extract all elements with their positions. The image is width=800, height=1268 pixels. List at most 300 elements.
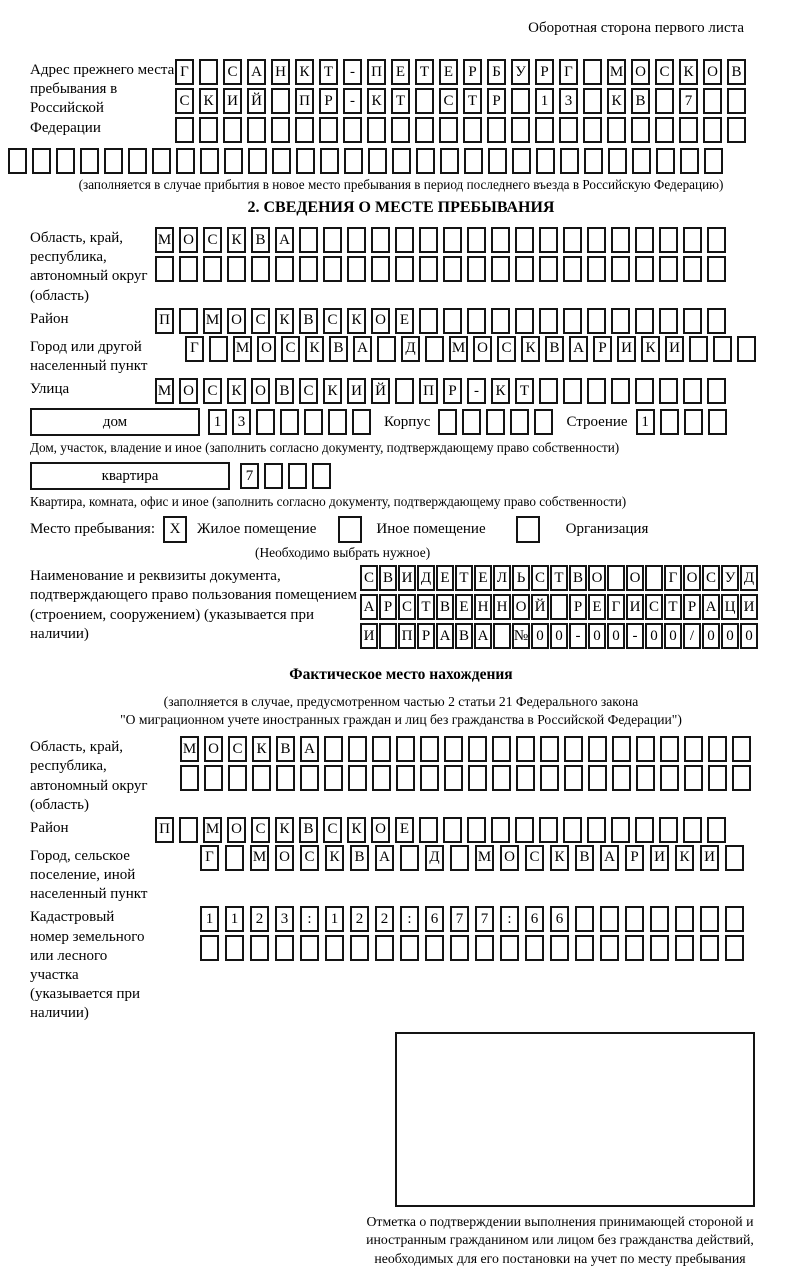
- char-box[interactable]: [540, 736, 559, 762]
- char-box[interactable]: [583, 88, 602, 114]
- char-box[interactable]: О: [227, 308, 246, 334]
- char-box[interactable]: [300, 935, 319, 961]
- char-box[interactable]: Т: [550, 565, 568, 591]
- char-box[interactable]: [152, 148, 171, 174]
- char-box[interactable]: [347, 256, 366, 282]
- char-box[interactable]: Е: [439, 59, 458, 85]
- char-box[interactable]: [379, 623, 397, 649]
- char-box[interactable]: [155, 256, 174, 282]
- char-box[interactable]: [271, 88, 290, 114]
- char-box[interactable]: К: [275, 308, 294, 334]
- char-box[interactable]: П: [295, 88, 314, 114]
- char-box[interactable]: М: [475, 845, 494, 871]
- char-box[interactable]: С: [299, 378, 318, 404]
- char-box[interactable]: -: [569, 623, 587, 649]
- char-box[interactable]: [683, 256, 702, 282]
- char-box[interactable]: В: [275, 378, 294, 404]
- char-box[interactable]: Т: [515, 378, 534, 404]
- char-box[interactable]: Г: [200, 845, 219, 871]
- char-box[interactable]: [228, 765, 247, 791]
- char-box[interactable]: [372, 736, 391, 762]
- char-box[interactable]: [583, 59, 602, 85]
- char-box[interactable]: О: [275, 845, 294, 871]
- char-box[interactable]: [225, 845, 244, 871]
- char-box[interactable]: Й: [531, 594, 549, 620]
- char-box[interactable]: 0: [702, 623, 720, 649]
- char-box[interactable]: Р: [463, 59, 482, 85]
- char-box[interactable]: Т: [664, 594, 682, 620]
- char-box[interactable]: [539, 308, 558, 334]
- char-box[interactable]: А: [600, 845, 619, 871]
- char-box[interactable]: [8, 148, 27, 174]
- char-box[interactable]: [491, 817, 510, 843]
- char-box[interactable]: О: [626, 565, 644, 591]
- char-box[interactable]: Д: [417, 565, 435, 591]
- char-box[interactable]: И: [700, 845, 719, 871]
- char-box[interactable]: В: [379, 565, 397, 591]
- char-box[interactable]: [467, 256, 486, 282]
- char-box[interactable]: [371, 227, 390, 253]
- char-box[interactable]: Д: [425, 845, 444, 871]
- char-box[interactable]: [587, 227, 606, 253]
- char-box[interactable]: [535, 117, 554, 143]
- char-box[interactable]: [377, 336, 396, 362]
- char-box[interactable]: [325, 935, 344, 961]
- char-box[interactable]: [176, 148, 195, 174]
- char-box[interactable]: 0: [645, 623, 663, 649]
- char-box[interactable]: [475, 935, 494, 961]
- char-box[interactable]: О: [371, 308, 390, 334]
- char-box[interactable]: 0: [721, 623, 739, 649]
- char-box[interactable]: Р: [319, 88, 338, 114]
- char-box[interactable]: И: [223, 88, 242, 114]
- char-box[interactable]: 7: [679, 88, 698, 114]
- char-box[interactable]: [323, 256, 342, 282]
- char-box[interactable]: [708, 765, 727, 791]
- char-box[interactable]: И: [650, 845, 669, 871]
- char-box[interactable]: [536, 148, 555, 174]
- char-box[interactable]: И: [617, 336, 636, 362]
- char-box[interactable]: [375, 935, 394, 961]
- char-box[interactable]: [299, 256, 318, 282]
- char-box[interactable]: [350, 935, 369, 961]
- char-box[interactable]: М: [233, 336, 252, 362]
- char-box[interactable]: [587, 817, 606, 843]
- char-box[interactable]: [511, 117, 530, 143]
- char-box[interactable]: [251, 256, 270, 282]
- char-box[interactable]: [324, 736, 343, 762]
- char-box[interactable]: [683, 378, 702, 404]
- char-box[interactable]: [104, 148, 123, 174]
- char-box[interactable]: [707, 378, 726, 404]
- char-box[interactable]: К: [607, 88, 626, 114]
- char-box[interactable]: [323, 227, 342, 253]
- char-box[interactable]: А: [474, 623, 492, 649]
- char-box[interactable]: О: [251, 378, 270, 404]
- char-box[interactable]: О: [500, 845, 519, 871]
- char-box[interactable]: Е: [474, 565, 492, 591]
- char-box[interactable]: [247, 117, 266, 143]
- char-box[interactable]: [707, 256, 726, 282]
- char-box[interactable]: [467, 817, 486, 843]
- char-box[interactable]: [275, 256, 294, 282]
- char-box[interactable]: В: [299, 308, 318, 334]
- char-box[interactable]: [725, 935, 744, 961]
- char-box[interactable]: В: [350, 845, 369, 871]
- char-box[interactable]: [655, 117, 674, 143]
- char-box[interactable]: [367, 117, 386, 143]
- char-box[interactable]: [587, 378, 606, 404]
- char-box[interactable]: [492, 736, 511, 762]
- char-box[interactable]: [635, 308, 654, 334]
- char-box[interactable]: М: [203, 817, 222, 843]
- char-box[interactable]: [56, 148, 75, 174]
- char-box[interactable]: [707, 308, 726, 334]
- char-box[interactable]: Р: [535, 59, 554, 85]
- char-box[interactable]: И: [398, 565, 416, 591]
- char-box[interactable]: [600, 935, 619, 961]
- char-box[interactable]: [395, 378, 414, 404]
- char-box[interactable]: 0: [740, 623, 758, 649]
- char-box[interactable]: [199, 117, 218, 143]
- char-box[interactable]: В: [436, 594, 454, 620]
- char-box[interactable]: [635, 227, 654, 253]
- char-box[interactable]: А: [702, 594, 720, 620]
- char-box[interactable]: О: [631, 59, 650, 85]
- char-box[interactable]: А: [353, 336, 372, 362]
- char-box[interactable]: 0: [588, 623, 606, 649]
- char-box[interactable]: [607, 565, 625, 591]
- char-box[interactable]: -: [626, 623, 644, 649]
- char-box[interactable]: [352, 409, 371, 435]
- char-box[interactable]: К: [679, 59, 698, 85]
- char-box[interactable]: А: [360, 594, 378, 620]
- char-box[interactable]: К: [550, 845, 569, 871]
- char-box[interactable]: [607, 117, 626, 143]
- char-box[interactable]: [344, 148, 363, 174]
- char-box[interactable]: [539, 227, 558, 253]
- char-box[interactable]: А: [436, 623, 454, 649]
- char-box[interactable]: [583, 117, 602, 143]
- char-box[interactable]: С: [223, 59, 242, 85]
- char-box[interactable]: М: [449, 336, 468, 362]
- char-box[interactable]: [725, 845, 744, 871]
- char-box[interactable]: [443, 256, 462, 282]
- char-box[interactable]: Р: [417, 623, 435, 649]
- char-box[interactable]: С: [702, 565, 720, 591]
- char-box[interactable]: 0: [664, 623, 682, 649]
- char-box[interactable]: [737, 336, 756, 362]
- char-box[interactable]: [396, 765, 415, 791]
- char-box[interactable]: М: [155, 378, 174, 404]
- char-box[interactable]: [540, 765, 559, 791]
- char-box[interactable]: [179, 256, 198, 282]
- char-box[interactable]: [391, 117, 410, 143]
- char-box[interactable]: [636, 736, 655, 762]
- char-box[interactable]: Й: [371, 378, 390, 404]
- char-box[interactable]: [80, 148, 99, 174]
- char-box[interactable]: М: [180, 736, 199, 762]
- char-box[interactable]: К: [521, 336, 540, 362]
- char-box[interactable]: [343, 117, 362, 143]
- char-box[interactable]: [492, 765, 511, 791]
- char-box[interactable]: [450, 845, 469, 871]
- char-box[interactable]: Й: [247, 88, 266, 114]
- char-box[interactable]: [203, 256, 222, 282]
- char-box[interactable]: [635, 378, 654, 404]
- char-box[interactable]: [296, 148, 315, 174]
- char-box[interactable]: [299, 227, 318, 253]
- char-box[interactable]: [708, 736, 727, 762]
- char-box[interactable]: [319, 117, 338, 143]
- char-box[interactable]: [680, 148, 699, 174]
- char-box[interactable]: К: [252, 736, 271, 762]
- char-box[interactable]: Р: [683, 594, 701, 620]
- char-box[interactable]: [440, 148, 459, 174]
- char-box[interactable]: [488, 148, 507, 174]
- char-box[interactable]: [679, 117, 698, 143]
- char-box[interactable]: М: [607, 59, 626, 85]
- char-box[interactable]: [632, 148, 651, 174]
- char-box[interactable]: [584, 148, 603, 174]
- char-box[interactable]: К: [305, 336, 324, 362]
- char-box[interactable]: [600, 906, 619, 932]
- char-box[interactable]: 1: [636, 409, 655, 435]
- char-box[interactable]: [675, 906, 694, 932]
- char-box[interactable]: Е: [588, 594, 606, 620]
- char-box[interactable]: [491, 308, 510, 334]
- char-box[interactable]: :: [500, 906, 519, 932]
- char-box[interactable]: [525, 935, 544, 961]
- char-box[interactable]: О: [683, 565, 701, 591]
- char-box[interactable]: -: [467, 378, 486, 404]
- char-box[interactable]: Р: [625, 845, 644, 871]
- char-box[interactable]: М: [250, 845, 269, 871]
- char-box[interactable]: -: [343, 59, 362, 85]
- char-box[interactable]: С: [175, 88, 194, 114]
- char-box[interactable]: [415, 117, 434, 143]
- char-box[interactable]: [415, 88, 434, 114]
- char-box[interactable]: [612, 765, 631, 791]
- char-box[interactable]: [516, 736, 535, 762]
- char-box[interactable]: В: [276, 736, 295, 762]
- char-box[interactable]: [684, 736, 703, 762]
- char-box[interactable]: [703, 88, 722, 114]
- char-box[interactable]: [550, 594, 568, 620]
- char-box[interactable]: О: [204, 736, 223, 762]
- char-box[interactable]: [660, 409, 679, 435]
- char-box[interactable]: Д: [401, 336, 420, 362]
- char-box[interactable]: [225, 935, 244, 961]
- char-box[interactable]: [304, 409, 323, 435]
- char-box[interactable]: О: [703, 59, 722, 85]
- char-box[interactable]: А: [300, 736, 319, 762]
- char-box[interactable]: [425, 336, 444, 362]
- char-box[interactable]: [636, 765, 655, 791]
- char-box[interactable]: С: [203, 378, 222, 404]
- char-box[interactable]: [683, 817, 702, 843]
- char-box[interactable]: [516, 765, 535, 791]
- char-box[interactable]: [223, 117, 242, 143]
- char-box[interactable]: П: [398, 623, 416, 649]
- char-box[interactable]: 1: [208, 409, 227, 435]
- char-box[interactable]: Т: [463, 88, 482, 114]
- char-box[interactable]: [650, 906, 669, 932]
- char-box[interactable]: 6: [525, 906, 544, 932]
- char-box[interactable]: С: [439, 88, 458, 114]
- char-box[interactable]: :: [300, 906, 319, 932]
- char-box[interactable]: [467, 227, 486, 253]
- char-box[interactable]: [659, 817, 678, 843]
- char-box[interactable]: Н: [271, 59, 290, 85]
- char-box[interactable]: [467, 308, 486, 334]
- char-box[interactable]: [275, 935, 294, 961]
- char-box[interactable]: [625, 935, 644, 961]
- char-box[interactable]: Е: [455, 594, 473, 620]
- char-box[interactable]: [683, 227, 702, 253]
- char-box[interactable]: [199, 59, 218, 85]
- char-box[interactable]: Т: [415, 59, 434, 85]
- char-box[interactable]: С: [398, 594, 416, 620]
- char-box[interactable]: 6: [425, 906, 444, 932]
- char-box[interactable]: [560, 148, 579, 174]
- char-box[interactable]: С: [251, 817, 270, 843]
- stay-type-checkbox-residential[interactable]: X: [163, 516, 187, 543]
- char-box[interactable]: [280, 409, 299, 435]
- char-box[interactable]: 6: [550, 906, 569, 932]
- char-box[interactable]: [611, 817, 630, 843]
- char-box[interactable]: [684, 765, 703, 791]
- char-box[interactable]: М: [203, 308, 222, 334]
- char-box[interactable]: [563, 308, 582, 334]
- char-box[interactable]: Г: [559, 59, 578, 85]
- char-box[interactable]: [659, 308, 678, 334]
- char-box[interactable]: К: [295, 59, 314, 85]
- char-box[interactable]: [611, 256, 630, 282]
- char-box[interactable]: [563, 227, 582, 253]
- stay-type-checkbox-organization[interactable]: [516, 516, 540, 543]
- char-box[interactable]: 2: [375, 906, 394, 932]
- char-box[interactable]: И: [360, 623, 378, 649]
- char-box[interactable]: В: [329, 336, 348, 362]
- char-box[interactable]: [707, 817, 726, 843]
- char-box[interactable]: [320, 148, 339, 174]
- char-box[interactable]: В: [727, 59, 746, 85]
- char-box[interactable]: [396, 736, 415, 762]
- char-box[interactable]: [534, 409, 553, 435]
- char-box[interactable]: П: [419, 378, 438, 404]
- char-box[interactable]: [348, 736, 367, 762]
- char-box[interactable]: [500, 935, 519, 961]
- char-box[interactable]: С: [497, 336, 516, 362]
- char-box[interactable]: [179, 308, 198, 334]
- char-box[interactable]: И: [740, 594, 758, 620]
- char-box[interactable]: Д: [740, 565, 758, 591]
- char-box[interactable]: 2: [250, 906, 269, 932]
- char-box[interactable]: [493, 623, 511, 649]
- char-box[interactable]: 2: [350, 906, 369, 932]
- char-box[interactable]: В: [299, 817, 318, 843]
- char-box[interactable]: [444, 736, 463, 762]
- char-box[interactable]: С: [281, 336, 300, 362]
- char-box[interactable]: /: [683, 623, 701, 649]
- char-box[interactable]: [659, 378, 678, 404]
- char-box[interactable]: [256, 409, 275, 435]
- char-box[interactable]: [180, 765, 199, 791]
- char-box[interactable]: 7: [475, 906, 494, 932]
- char-box[interactable]: [625, 906, 644, 932]
- char-box[interactable]: [725, 906, 744, 932]
- char-box[interactable]: [611, 227, 630, 253]
- char-box[interactable]: [420, 736, 439, 762]
- char-box[interactable]: [419, 227, 438, 253]
- char-box[interactable]: [419, 308, 438, 334]
- char-box[interactable]: [371, 256, 390, 282]
- char-box[interactable]: Н: [474, 594, 492, 620]
- char-box[interactable]: [368, 148, 387, 174]
- char-box[interactable]: К: [367, 88, 386, 114]
- char-box[interactable]: Г: [175, 59, 194, 85]
- char-box[interactable]: [575, 906, 594, 932]
- char-box[interactable]: [491, 227, 510, 253]
- char-box[interactable]: [416, 148, 435, 174]
- char-box[interactable]: [200, 148, 219, 174]
- char-box[interactable]: Г: [664, 565, 682, 591]
- char-box[interactable]: [272, 148, 291, 174]
- char-box[interactable]: :: [400, 906, 419, 932]
- char-box[interactable]: С: [300, 845, 319, 871]
- char-box[interactable]: [588, 736, 607, 762]
- char-box[interactable]: Т: [455, 565, 473, 591]
- char-box[interactable]: А: [247, 59, 266, 85]
- char-box[interactable]: Г: [607, 594, 625, 620]
- char-box[interactable]: С: [655, 59, 674, 85]
- char-box[interactable]: В: [455, 623, 473, 649]
- char-box[interactable]: [732, 765, 751, 791]
- char-box[interactable]: 7: [450, 906, 469, 932]
- char-box[interactable]: [443, 308, 462, 334]
- char-box[interactable]: Р: [443, 378, 462, 404]
- char-box[interactable]: [703, 117, 722, 143]
- char-box[interactable]: [655, 88, 674, 114]
- char-box[interactable]: [372, 765, 391, 791]
- char-box[interactable]: А: [375, 845, 394, 871]
- char-box[interactable]: [575, 935, 594, 961]
- char-box[interactable]: [400, 845, 419, 871]
- char-box[interactable]: [227, 256, 246, 282]
- char-box[interactable]: О: [257, 336, 276, 362]
- char-box[interactable]: [128, 148, 147, 174]
- char-box[interactable]: Б: [487, 59, 506, 85]
- char-box[interactable]: [209, 336, 228, 362]
- char-box[interactable]: С: [531, 565, 549, 591]
- char-box[interactable]: Е: [395, 817, 414, 843]
- char-box[interactable]: О: [588, 565, 606, 591]
- char-box[interactable]: 0: [550, 623, 568, 649]
- char-box[interactable]: Ь: [512, 565, 530, 591]
- char-box[interactable]: [631, 117, 650, 143]
- char-box[interactable]: Е: [436, 565, 454, 591]
- char-box[interactable]: [563, 256, 582, 282]
- char-box[interactable]: П: [155, 817, 174, 843]
- char-box[interactable]: 3: [275, 906, 294, 932]
- char-box[interactable]: [312, 463, 331, 489]
- char-box[interactable]: [515, 227, 534, 253]
- char-box[interactable]: [468, 765, 487, 791]
- char-box[interactable]: В: [631, 88, 650, 114]
- char-box[interactable]: [271, 117, 290, 143]
- char-box[interactable]: [179, 817, 198, 843]
